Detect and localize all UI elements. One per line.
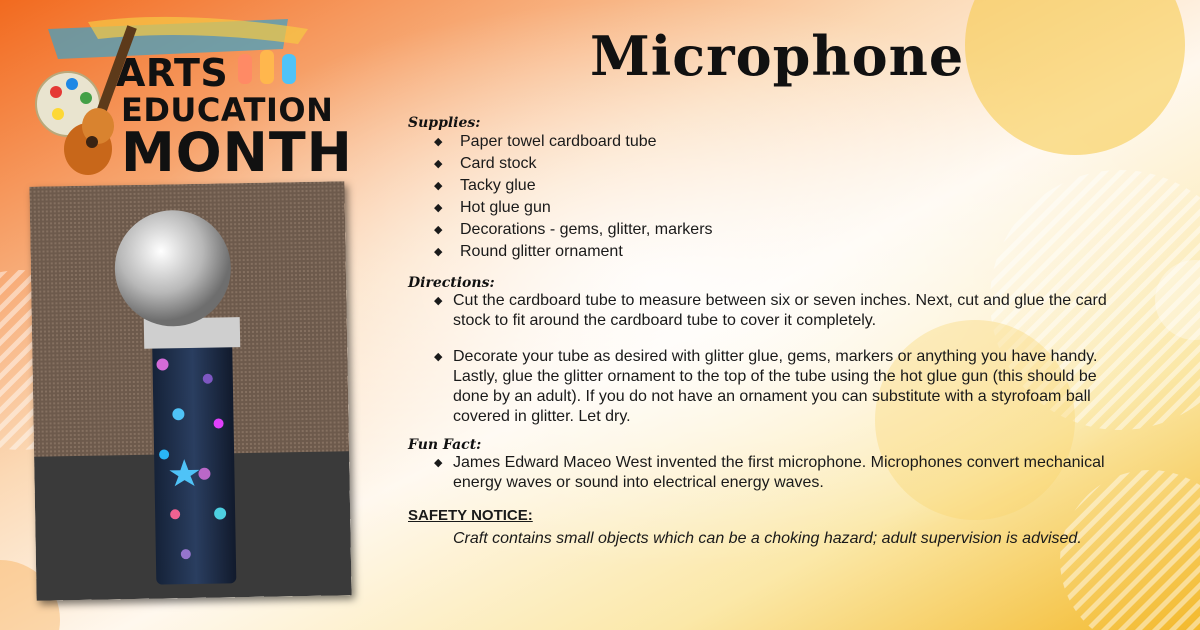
diamond-bullet-icon: ◆ [434, 202, 443, 214]
diamond-bullet-icon: ◆ [434, 457, 443, 469]
supplies-heading: Supplies: [408, 115, 481, 131]
diamond-bullet-icon: ◆ [434, 158, 443, 170]
diamond-bullet-icon: ◆ [434, 180, 443, 192]
list-item: ◆ Paper towel cardboard tube [408, 131, 1128, 153]
arts-education-month-logo [28, 14, 353, 184]
directions-heading: Directions: [408, 275, 495, 291]
microphone-craft-image [29, 181, 351, 600]
list-item: ◆ Hot glue gun [408, 197, 1128, 219]
list-item: ◆ Tacky glue [408, 175, 1128, 197]
list-item: ◆ Decorations - gems, glitter, markers [408, 219, 1128, 241]
list-item: ◆ Cut the cardboard tube to measure between six or seven inches. Next, cut and glue the card stock to fit around the cardboard tube to cover it completely. [434, 292, 1107, 329]
directions-list [408, 291, 1128, 427]
list-item: ◆ James Edward Maceo West invented the first microphone. Microphones convert mechanical energy waves or sound into electrical energy waves. [434, 454, 1105, 491]
safety-heading: SAFETY NOTICE: [408, 507, 533, 524]
diamond-bullet-icon: ◆ [434, 351, 443, 363]
diamond-bullet-icon: ◆ [434, 224, 443, 236]
list-item: ◆ Card stock [408, 153, 1128, 175]
supplies-list [408, 131, 1128, 263]
diamond-bullet-icon: ◆ [434, 136, 443, 148]
diamond-bullet-icon: ◆ [434, 246, 443, 258]
fun-fact-heading: Fun Fact: [408, 437, 482, 453]
diamond-bullet-icon: ◆ [434, 295, 443, 307]
logo-text-arts: ARTS [116, 51, 229, 95]
list-item: ◆ Decorate your tube as desired with glitter glue, gems, markers or anything you have handy. Lastly, glue the glitter ornament to the top of the tube using the hot glue gun (this should be done by an adult). If you do not have an ornament you can substitute with a styrofoam ball covered in glitter. Let dry. [434, 348, 1098, 425]
safety-text: Craft contains small objects which can be a choking hazard; adult supervision is advised. [453, 530, 1082, 547]
instructions-panel [408, 115, 1128, 550]
page-title: Microphone [590, 24, 965, 88]
fun-fact-list [408, 453, 1128, 493]
logo-text-month: MONTH [121, 121, 353, 184]
list-item: ◆ Round glitter ornament [408, 241, 1128, 263]
craft-photo [29, 181, 351, 600]
logo-text-education: EDUCATION [121, 91, 334, 129]
